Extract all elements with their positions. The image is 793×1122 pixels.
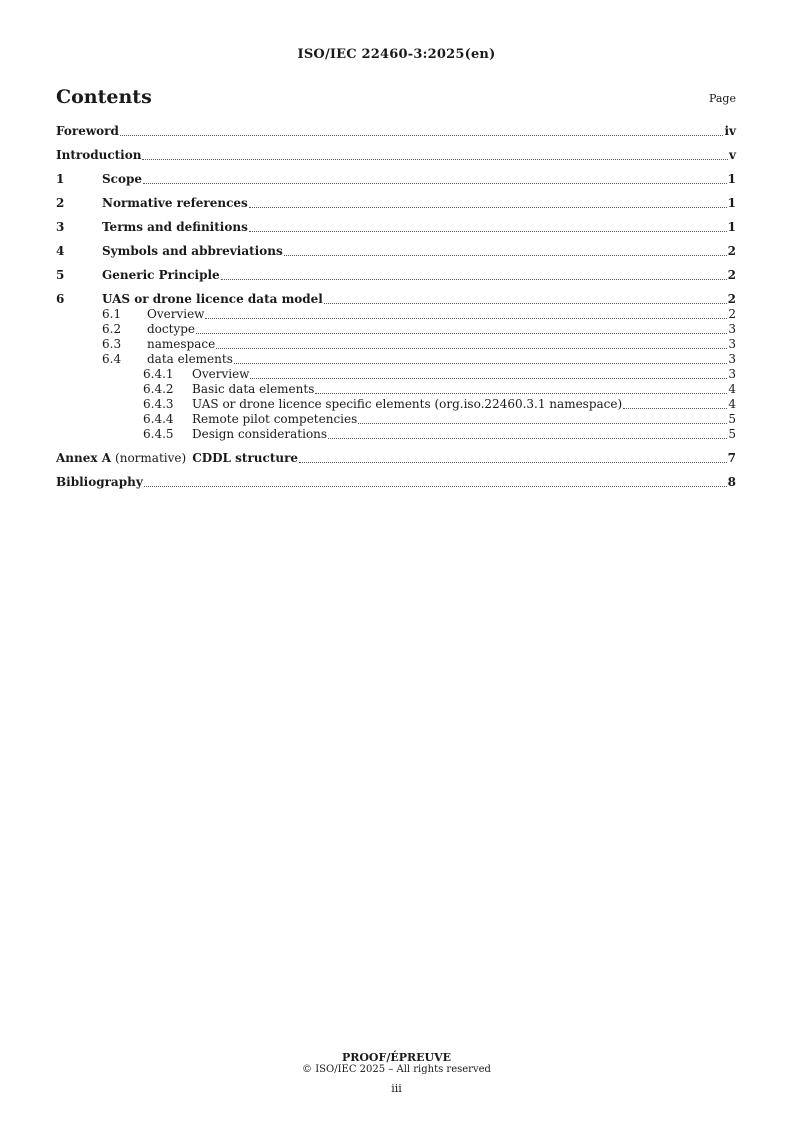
- toc-entry-introduction[interactable]: [56, 148, 736, 163]
- proof-stamp: PROOF/ÉPREUVE: [341, 1051, 452, 1064]
- toc-entry-page: 4: [728, 382, 736, 396]
- toc-entry-page: 2: [727, 292, 736, 306]
- toc-entry-namespace[interactable]: [56, 337, 736, 352]
- toc-entry-page: 2: [727, 268, 736, 282]
- toc-entry-page: 3: [728, 322, 736, 336]
- dot-leader: [358, 423, 727, 424]
- toc-entry-page: 1: [727, 172, 736, 186]
- dot-leader: [328, 438, 727, 439]
- toc-entry-doctype[interactable]: [56, 322, 736, 337]
- toc-entry-number: 5: [56, 268, 65, 282]
- toc-entry-title: Normative references: [102, 196, 248, 210]
- toc-entry-title: data elements: [147, 352, 233, 366]
- toc-entry-title: Terms and definitions: [102, 220, 248, 234]
- toc-entry-page: 8: [727, 475, 736, 489]
- dot-leader: [142, 159, 728, 160]
- dot-leader: [144, 486, 727, 487]
- toc-entry-page: 2: [728, 307, 736, 321]
- copyright-notice: © ISO/IEC 2025 – All rights reserved: [302, 1064, 491, 1075]
- toc-entry-generic-principle[interactable]: [56, 268, 736, 283]
- toc-entry-title: Introduction: [56, 148, 142, 162]
- toc-entry-page: 4: [728, 397, 736, 411]
- dot-leader: [143, 183, 727, 184]
- toc-entry-terms-and-definitions[interactable]: [56, 220, 736, 235]
- dot-leader: [196, 333, 727, 334]
- toc-entry-page: 2: [727, 244, 736, 258]
- toc-entry-remote-pilot-competencies[interactable]: [56, 412, 736, 427]
- toc-entry-number: 6.1: [102, 307, 122, 321]
- dot-leader: [205, 318, 727, 319]
- toc-entry-foreword[interactable]: [56, 124, 736, 139]
- toc-entry-data-elements[interactable]: [56, 352, 736, 367]
- toc-entry-overview[interactable]: [56, 307, 736, 322]
- toc-entry-annex-a[interactable]: [56, 451, 736, 466]
- toc-entry-title: Design considerations: [192, 427, 328, 441]
- toc-entry-number: 6.4.2: [143, 382, 174, 396]
- toc-entry-number: 6.4.5: [143, 427, 174, 441]
- toc-entry-number: 6.4: [102, 352, 122, 366]
- dot-leader: [221, 279, 727, 280]
- dot-leader: [249, 207, 727, 208]
- toc-entry-data-model[interactable]: [56, 292, 736, 307]
- toc-entry-page: 1: [727, 220, 736, 234]
- document-identifier: ISO/IEC 22460-3:2025(en): [297, 47, 496, 62]
- toc-entry-page: 3: [728, 337, 736, 351]
- toc-entry-title: Scope: [102, 172, 143, 186]
- toc-entry-basic-data-elements[interactable]: [56, 382, 736, 397]
- toc-entry-title: Basic data elements: [192, 382, 315, 396]
- page-footer: [0, 1051, 793, 1095]
- toc-entry-title: CDDL structure: [192, 451, 299, 465]
- dot-leader: [299, 462, 727, 463]
- toc-entry-page: 3: [728, 367, 736, 381]
- toc-entry-licence-specific-elements[interactable]: [56, 397, 736, 412]
- dot-leader: [324, 303, 727, 304]
- contents-heading: Contents: [56, 86, 152, 108]
- toc-entry-title: Remote pilot competencies: [192, 412, 358, 426]
- toc-entry-title: Overview: [147, 307, 205, 321]
- dot-leader: [315, 393, 727, 394]
- toc-entry-title: Overview: [192, 367, 250, 381]
- toc-entry-normative-references[interactable]: [56, 196, 736, 211]
- toc-entry-scope[interactable]: [56, 172, 736, 187]
- toc-entry-number: 6.4.3: [143, 397, 174, 411]
- dot-leader: [623, 408, 727, 409]
- toc-entry-page: 3: [728, 352, 736, 366]
- toc-entry-title: UAS or drone licence data model: [102, 292, 323, 306]
- dot-leader: [234, 363, 728, 364]
- toc-entry-title: namespace: [147, 337, 216, 351]
- toc-entry-page: 1: [727, 196, 736, 210]
- dot-leader: [250, 378, 727, 379]
- toc-entry-page: iv: [724, 124, 736, 138]
- toc-entry-title: Generic Principle: [102, 268, 220, 282]
- toc-entry-title: Symbols and abbreviations: [102, 244, 283, 258]
- toc-entry-number: 6.3: [102, 337, 122, 351]
- toc-entry-page: v: [729, 148, 736, 162]
- toc-entry-title: Bibliography: [56, 475, 143, 489]
- page-number: iii: [391, 1082, 402, 1095]
- toc-entry-page: 7: [727, 451, 736, 465]
- toc-entry-title: UAS or drone licence specific elements (org.iso.22460.3.1 namespace): [192, 397, 623, 411]
- dot-leader: [216, 348, 727, 349]
- toc-entry-number: 3: [56, 220, 65, 234]
- dot-leader: [249, 231, 727, 232]
- toc-entry-number: 2: [56, 196, 65, 210]
- toc-entry-title: doctype: [147, 322, 196, 336]
- toc-entry-title: Foreword: [56, 124, 119, 138]
- toc-entry-page: 5: [728, 412, 736, 426]
- annex-label: Annex A: [56, 451, 112, 465]
- table-of-contents: [56, 124, 736, 490]
- toc-entry-symbols-and-abbreviations[interactable]: [56, 244, 736, 259]
- dot-leader: [120, 135, 724, 136]
- toc-entry-number: 1: [56, 172, 65, 186]
- annex-qualifier: (normative): [115, 451, 187, 465]
- toc-entry-page: 5: [728, 427, 736, 441]
- dot-leader: [284, 255, 727, 256]
- toc-entry-number: 6.4.1: [143, 367, 174, 381]
- toc-entry-bibliography[interactable]: [56, 475, 736, 490]
- toc-entry-number: 4: [56, 244, 65, 258]
- toc-entry-number: 6.4.4: [143, 412, 174, 426]
- toc-entry-data-elements-overview[interactable]: [56, 367, 736, 382]
- toc-entry-design-considerations[interactable]: [56, 427, 736, 442]
- toc-entry-number: 6: [56, 292, 65, 306]
- page-column-label: Page: [708, 92, 736, 105]
- toc-entry-number: 6.2: [102, 322, 122, 336]
